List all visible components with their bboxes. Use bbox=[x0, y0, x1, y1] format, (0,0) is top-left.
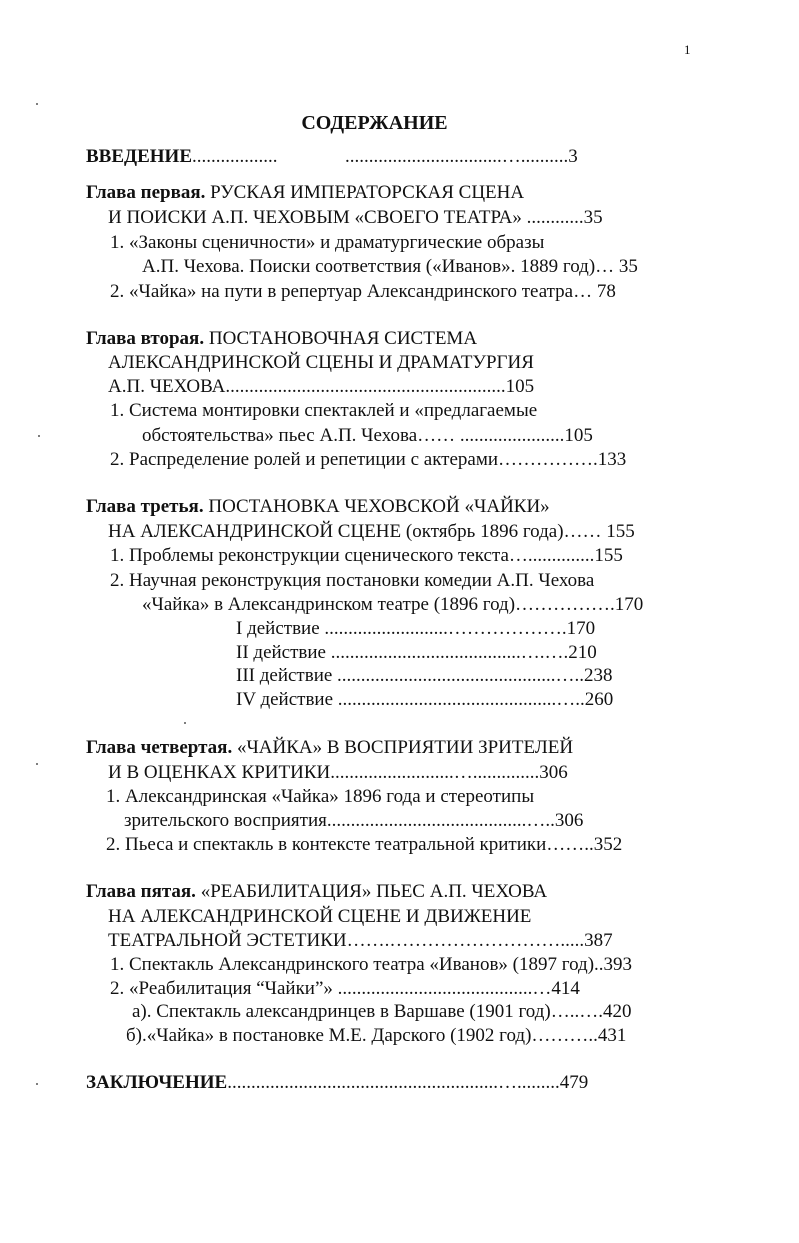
chapter-4-label: Глава четвертая. bbox=[86, 737, 233, 758]
chapter-2-section-1-line2: обстоятельства» пьес А.П. Чехова…… ......................105 bbox=[142, 425, 593, 446]
chapter-1-section-1: 1. «Законы сценичности» и драматургические образы bbox=[110, 232, 545, 253]
chapter-3-heading bbox=[86, 496, 550, 518]
chapter-1-section-2: 2. «Чайка» на пути в репертуар Александринского театра… 78 bbox=[110, 281, 616, 302]
conclusion-label: ЗАКЛЮЧЕНИЕ bbox=[86, 1072, 228, 1093]
chapter-2-section-2: 2. Распределение ролей и репетиции с актерами…………….133 bbox=[110, 449, 627, 470]
chapter-2-heading bbox=[86, 328, 477, 350]
scan-speck bbox=[36, 763, 38, 765]
page-title: СОДЕРЖАНИЕ bbox=[301, 112, 448, 134]
chapter-4-section-1-line2: зрительского восприятия..........................................…..306 bbox=[124, 810, 584, 831]
scan-speck bbox=[38, 435, 40, 437]
chapter-3-act-4: IV действие ..............................................…..260 bbox=[236, 689, 614, 710]
chapter-3-title-line2: НА АЛЕКСАНДРИНСКОЙ СЦЕНЕ (октябрь 1896 года)…… 155 bbox=[108, 521, 635, 542]
chapter-5-heading bbox=[86, 881, 547, 903]
chapter-2-section-1: 1. Система монтировки спектаклей и «предлагаемые bbox=[110, 400, 538, 421]
chapter-3-label: Глава третья. bbox=[86, 496, 204, 517]
chapter-1-section-1-line2: А.П. Чехова. Поиски соответствия («Иванов». 1889 год)… 35 bbox=[142, 256, 638, 277]
chapter-4-title-line2: И В ОЦЕНКАХ КРИТИКИ..........................…..............306 bbox=[108, 762, 568, 783]
chapter-4-section-2: 2. Пьеса и спектакль в контексте театральной критики……..352 bbox=[106, 834, 623, 855]
intro-dots: .................. bbox=[192, 146, 278, 167]
chapter-3-act-3: III действие ..............................................…..238 bbox=[236, 665, 613, 686]
toc-entry-introduction-dots bbox=[345, 146, 578, 168]
chapter-1-label: Глава первая. bbox=[86, 182, 206, 203]
chapter-5-label: Глава пятая. bbox=[86, 881, 196, 902]
chapter-2-title-line3: А.П. ЧЕХОВА...........................................................105 bbox=[108, 376, 535, 397]
conclusion-dots-page: .........................................................….........479 bbox=[227, 1072, 589, 1093]
chapter-5-title-line2: НА АЛЕКСАНДРИНСКОЙ СЦЕНЕ И ДВИЖЕНИЕ bbox=[108, 906, 532, 927]
chapter-3-act-2: II действие ........................................….….210 bbox=[236, 642, 597, 663]
chapter-3-section-2: 2. Научная реконструкция постановки комедии А.П. Чехова bbox=[110, 570, 595, 591]
chapter-5-section-1: 1. Спектакль Александринского театра «Иванов» (1897 год)..393 bbox=[110, 954, 633, 975]
chapter-4-heading bbox=[86, 737, 573, 759]
chapter-5-subsection-a: а). Спектакль александринцев в Варшаве (1901 год)…..….420 bbox=[132, 1001, 632, 1022]
chapter-2-title-line2: АЛЕКСАНДРИНСКОЙ СЦЕНЫ И ДРАМАТУРГИЯ bbox=[108, 352, 534, 373]
chapter-3-section-1: 1. Проблемы реконструкции сценического текста…..............155 bbox=[110, 545, 623, 566]
chapter-5-section-2: 2. «Реабилитация “Чайки”» .........................................…414 bbox=[110, 978, 580, 999]
chapter-2-label: Глава вторая. bbox=[86, 328, 205, 349]
scan-speck bbox=[184, 722, 186, 724]
toc-entry-introduction bbox=[86, 146, 278, 168]
chapter-3-title: ПОСТАНОВКА ЧЕХОВСКОЙ «ЧАЙКИ» bbox=[208, 496, 550, 517]
chapter-1-title-line2: И ПОИСКИ А.П. ЧЕХОВЫМ «СВОЕГО ТЕАТРА» ............35 bbox=[108, 207, 603, 228]
chapter-5-title-line3: ТЕАТРАЛЬНОЙ ЭСТЕТИКИ…….……………………….....387 bbox=[108, 930, 613, 951]
scan-speck bbox=[36, 103, 38, 105]
chapter-3-section-2-line2: «Чайка» в Александринском театре (1896 год)…………….170 bbox=[142, 594, 644, 615]
intro-label: ВВЕДЕНИЕ bbox=[86, 146, 192, 167]
chapter-5-subsection-b: б).«Чайка» в постановке М.Е. Дарского (1902 год)………..431 bbox=[126, 1025, 627, 1046]
page-number: 1 bbox=[684, 42, 691, 57]
chapter-1-title: РУСКАЯ ИМПЕРАТОРСКАЯ СЦЕНА bbox=[210, 182, 525, 203]
chapter-4-section-1: 1. Александринская «Чайка» 1896 года и стереотипы bbox=[106, 786, 535, 807]
intro-dots-leader: .................................….......... bbox=[345, 146, 569, 167]
toc-entry-conclusion bbox=[86, 1072, 588, 1094]
intro-page: 3 bbox=[568, 146, 578, 167]
chapter-2-title: ПОСТАНОВОЧНАЯ СИСТЕМА bbox=[208, 328, 478, 349]
chapter-5-title: «РЕАБИЛИТАЦИЯ» ПЬЕС А.П. ЧЕХОВА bbox=[200, 881, 548, 902]
scan-speck bbox=[36, 1083, 38, 1085]
chapter-3-act-1: I действие ..........................……………….170 bbox=[236, 618, 596, 639]
chapter-1-heading bbox=[86, 182, 524, 204]
chapter-4-title: «ЧАЙКА» В ВОСПРИЯТИИ ЗРИТЕЛЕЙ bbox=[236, 737, 574, 758]
